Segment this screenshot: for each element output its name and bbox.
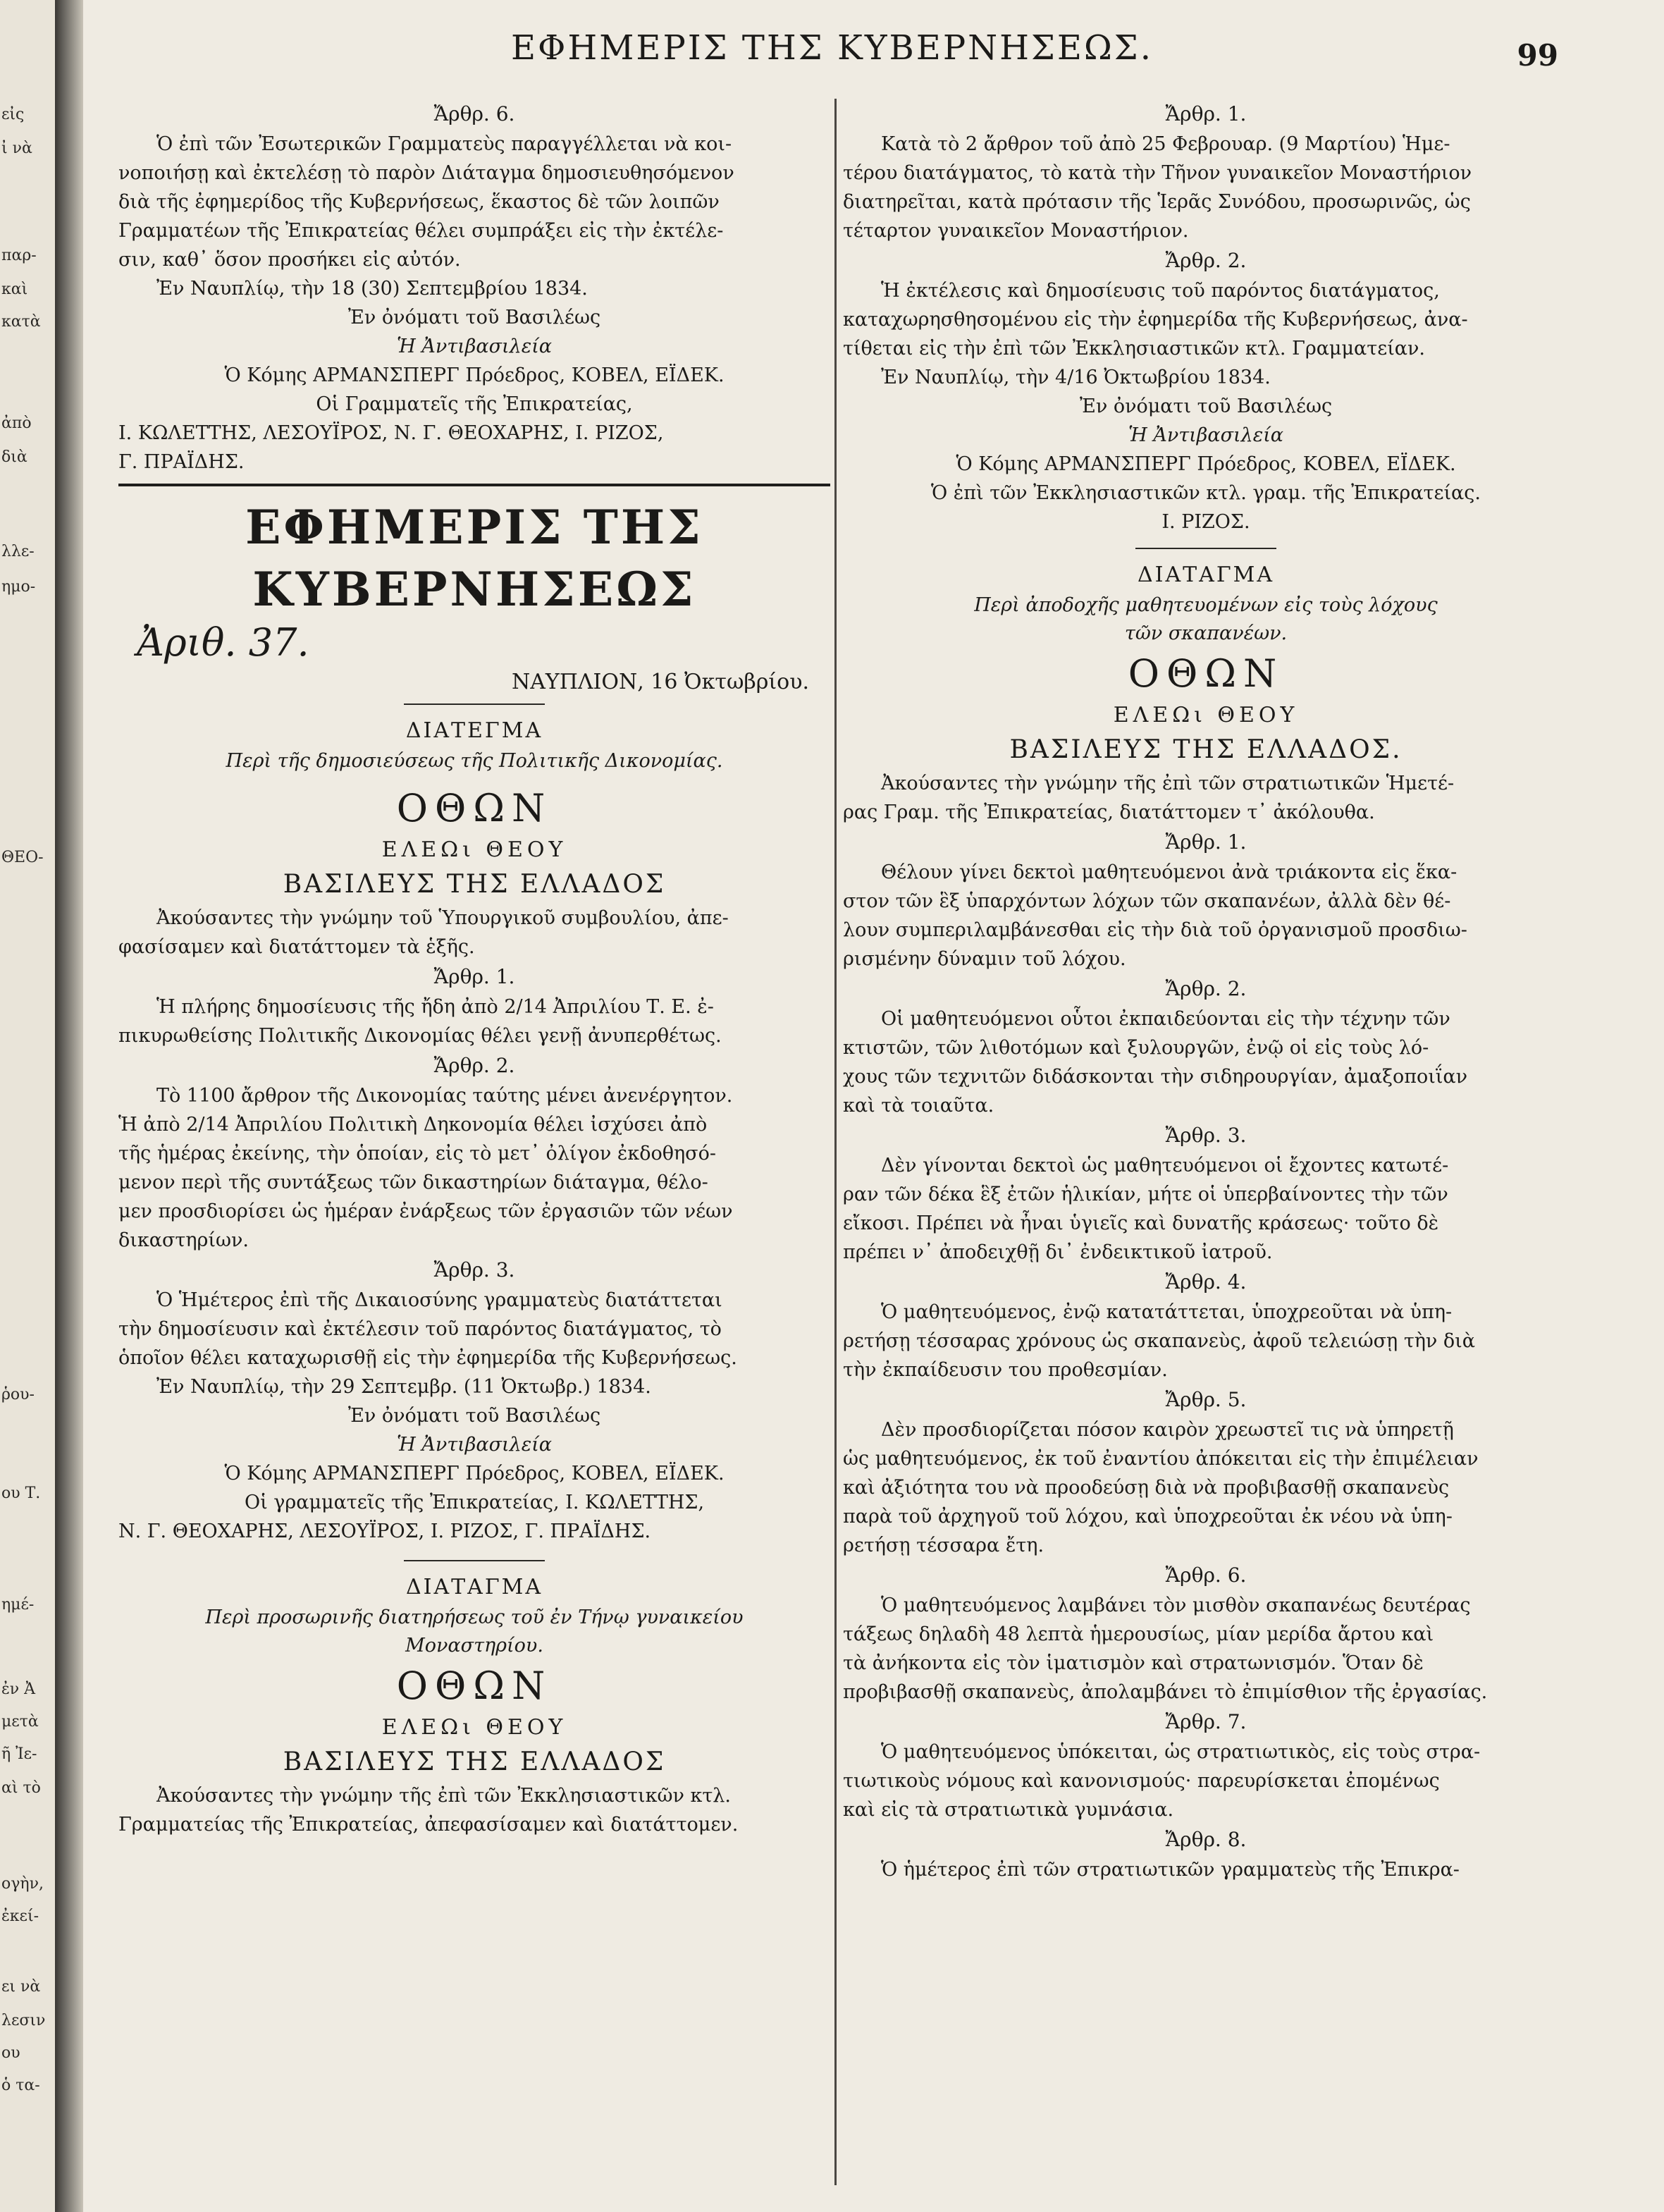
decree-subject: Περὶ τῆς δημοσιεύσεως τῆς Πολιτικῆς Δικονομίας.	[226, 750, 723, 772]
by-grace-of-god: ΕΛΕΩι ΘΕΟΥ	[1113, 703, 1299, 727]
text-line: ρετήσῃ τέσσαρας χρόνους ὡς σκαπανεὺς, ἀφοῦ τελειώσῃ τὴν διὰ	[843, 1330, 1475, 1352]
binding-fragment: ἐν Ἀ	[1, 1680, 36, 1698]
signature-line: Ι. ΚΩΛΕΤΤΗΣ, ΛΕΣΟΥΪΡΟΣ, Ν. Γ. ΘΕΟΧΑΡΗΣ, Ι. ΡΙΖΟΣ,	[118, 422, 664, 444]
article-heading: Ἄρθρ. 3.	[433, 1258, 515, 1282]
text-line: Δὲν γίνονται δεκτοὶ ὡς μαθητευόμενοι οἱ ἔχοντες κατωτέ-	[881, 1155, 1449, 1176]
text-line: Ὁ μαθητευόμενος λαμβάνει τὸν μισθὸν σκαπανέως δευτέρας	[881, 1595, 1471, 1616]
king-title: ΒΑΣΙΛΕΥΣ ΤΗΣ ΕΛΛΑΔΟΣ.	[1009, 735, 1403, 764]
left-column	[118, 99, 830, 1839]
text-line: Τὸ 1100 ἄρθρον τῆς Δικονομίας ταύτης μένει ἀνενέργητον.	[156, 1085, 733, 1107]
text-line: πρέπει ν᾽ ἀποδειχθῇ δι᾽ ἐνδεικτικοῦ ἰατροῦ.	[843, 1241, 1273, 1263]
text-line: καὶ τὰ τοιαῦτα.	[843, 1095, 994, 1117]
text-line: τάξεως δηλαδὴ 48 λεπτὰ ἡμερουσίως, μίαν μερίδα ἄρτου καὶ	[843, 1623, 1434, 1645]
text-line: Ὁ ἐπὶ τῶν Ἐσωτερικῶν Γραμματεὺς παραγγέλλεται νὰ κοι-	[156, 133, 732, 155]
article-heading: Ἄρθρ. 2.	[1165, 977, 1247, 1000]
signature-line: Ὁ Κόμης ΑΡΜΑΝΣΠΕΡΓ Πρόεδρος, ΚΟΒΕΛ, ΕΪΔΕΚ.	[224, 1463, 725, 1485]
article-heading: Ἄρθρ. 6.	[1165, 1563, 1247, 1587]
decree-label: ΔΙΑΤΑΓΜΑ	[1137, 563, 1275, 587]
decree-subject: τῶν σκαπανέων.	[1124, 622, 1288, 644]
regency-label: Ἡ Ἀντιβασιλεία	[396, 1434, 553, 1456]
text-line: ρας Γραμ. τῆς Ἐπικρατείας, διατάττομεν τ᾽ ἀκόλουθα.	[843, 801, 1375, 823]
article-heading: Ἄρθρ. 6.	[433, 102, 515, 125]
article-heading: Ἄρθρ. 8.	[1165, 1828, 1247, 1851]
decree-subject: Περὶ προσωρινῆς διατηρήσεως τοῦ ἐν Τήνῳ γυναικείου	[205, 1606, 744, 1628]
binding-fragment: ει νὰ	[1, 1978, 41, 1996]
signature-line: Γ. ΠΡΑΪΔΗΣ.	[118, 451, 245, 473]
text-line: Θέλουν γίνει δεκτοὶ μαθητευόμενοι ἀνὰ τριάκοντα εἰς ἕκα-	[881, 861, 1457, 883]
in-name-of-king: Ἐν ὀνόματι τοῦ Βασιλέως	[347, 307, 601, 328]
text-line: ὁποῖον θέλει καταχωρισθῇ εἰς τὴν ἐφημερίδα τῆς Κυβερνήσεως.	[118, 1347, 737, 1369]
signature-line: Οἱ γραμματεῖς τῆς Ἐπικρατείας, Ι. ΚΩΛΕΤΤΗΣ,	[244, 1492, 705, 1513]
text-line: Ὁ μαθητευόμενος ὑπόκειται, ὡς στρατιωτικὸς, εἰς τοὺς στρα-	[881, 1741, 1481, 1763]
article-heading: Ἄρθρ. 2.	[433, 1054, 515, 1077]
text-line: μεν προσδιορίσει ὡς ἡμέραν ἐνάρξεως τῶν ἐργασιῶν τῶν νέων	[118, 1200, 733, 1222]
binding-fragment: λεσιν	[1, 2012, 46, 2029]
binding-fragment: ημο-	[1, 578, 36, 596]
binding-fragment: παρ-	[1, 247, 37, 264]
binding-fragment: ῆ Ἰε-	[1, 1745, 37, 1763]
text-line: λουν συμπεριλαμβάνεσθαι εἰς τὴν διὰ τοῦ ὀργανισμοῦ προσδιω-	[843, 919, 1467, 941]
article-heading: Ἄρθρ. 3.	[1165, 1124, 1247, 1147]
text-line: Ἀκούσαντες τὴν γνώμην τῆς ἐπὶ τῶν Ἐκκλησιαστικῶν κτλ.	[156, 1785, 731, 1807]
king-name: ΟΘΩΝ	[396, 1664, 553, 1708]
binding-fragment: ὁ τα-	[1, 2077, 40, 2094]
text-line: παρὰ τοῦ ἀρχηγοῦ τοῦ λόχου, καὶ ὑποχρεοῦται ἐκ νέου νὰ ὑπη-	[843, 1506, 1453, 1528]
decree-date: Ἐν Ναυπλίῳ, τὴν 18 (30) Σεπτεμβρίου 1834.	[156, 278, 588, 300]
text-line: διατηρεῖται, κατὰ πρότασιν τῆς Ἱερᾶς Συνόδου, προσωρινῶς, ὡς	[843, 191, 1471, 213]
decree-subject: Περὶ ἀποδοχῆς μαθητευομένων εἰς τοὺς λόχους	[974, 594, 1438, 616]
text-line: διὰ τῆς ἐφημερίδος τῆς Κυβερνήσεως, ἕκαστος δὲ τῶν λοιπῶν	[118, 191, 720, 213]
text-line: Ὁ μαθητευόμενος, ἐνῷ κατατάττεται, ὑποχρεοῦται νὰ ὑπη-	[881, 1301, 1453, 1323]
text-line: Ἡ ἀπὸ 2/14 Ἀπριλίου Πολιτικὴ Δηκονομία θέλει ἰσχύσει ἀπὸ	[118, 1114, 708, 1136]
decree-label: ΔΙΑΤΑΓΜΑ	[405, 1575, 543, 1599]
text-line: τίθεται εἰς τὴν ἐπὶ τῶν Ἐκκλησιαστικῶν κτλ. Γραμματείαν.	[843, 338, 1426, 360]
binding-fragment: ου Τ.	[1, 1485, 41, 1502]
right-column	[843, 99, 1569, 1884]
text-line: τὰ ἀνήκοντα εἰς τὸν ἱματισμὸν καὶ στρατωνισμόν. Ὅταν δὲ	[843, 1652, 1424, 1674]
text-line: κτιστῶν, τῶν λιθοτόμων καὶ ξυλουργῶν, ἐνῷ οἱ εἰς τοὺς λό-	[843, 1037, 1429, 1059]
binding-fragment: λλε-	[1, 543, 35, 560]
text-line: Κατὰ τὸ 2 ἄρθρον τοῦ ἀπὸ 25 Φεβρουαρ. (9 Μαρτίου) Ἡμε-	[881, 133, 1450, 155]
page-number: 99	[1517, 38, 1558, 73]
king-name: ΟΘΩΝ	[1128, 651, 1284, 696]
king-title: ΒΑΣΙΛΕΥΣ ΤΗΣ ΕΛΛΑΔΟΣ	[283, 1747, 666, 1776]
binding-fragment: ἐκεί-	[1, 1907, 39, 1925]
text-line: Ἡ ἐκτέλεσις καὶ δημοσίευσις τοῦ παρόντος διατάγματος,	[881, 280, 1440, 302]
page-header-title: ΕΦΗΜΕΡΙΣ ΤΗΣ ΚΥΒΕΡΝΗΣΕΩΣ.	[511, 28, 1153, 68]
text-line: ρετήσῃ τέσσαρα ἔτη.	[843, 1535, 1044, 1556]
text-line: πικυρωθείσης Πολιτικῆς Δικονομίας θέλει γενῇ ἀνυπερθέτως.	[118, 1025, 722, 1047]
text-line: δικαστηρίων.	[118, 1229, 249, 1251]
binding-fragment: κατὰ	[1, 313, 41, 331]
issue-place-date: ΝΑΥΠΛΙΟΝ, 16 Ὀκτωβρίου.	[511, 670, 809, 694]
binding-fragment: ου	[1, 2044, 20, 2062]
regency-label: Ἡ Ἀντιβασιλεία	[1128, 424, 1284, 446]
binding-fragment: εἰς	[1, 106, 25, 123]
text-line: Οἱ μαθητευόμενοι οὗτοι ἐκπαιδεύονται εἰς τὴν τέχνην τῶν	[881, 1008, 1450, 1030]
text-line: Ἡ πλήρης δημοσίευσις τῆς ἤδη ἀπὸ 2/14 Ἀπριλίου Τ. Ε. ἐ-	[156, 996, 714, 1018]
text-line: μενον περὶ τῆς συντάξεως τῶν δικαστηρίων διάταγμα, θέλο-	[118, 1172, 708, 1193]
binding-fragment: ἰ νὰ	[1, 140, 32, 157]
regency-label: Ἡ Ἀντιβασιλεία	[396, 336, 553, 357]
newspaper-title: ΕΦΗΜΕΡΙΣ ΤΗΣ ΚΥΒΕΡΝΗΣΕΩΣ	[245, 500, 703, 617]
decree-date: Ἐν Ναυπλίῳ, τὴν 4/16 Ὀκτωβρίου 1834.	[881, 367, 1271, 388]
in-name-of-king: Ἐν ὀνόματι τοῦ Βασιλέως	[1079, 395, 1333, 417]
text-line: τέρου διατάγματος, τὸ κατὰ τὴν Τῆνον γυναικεῖον Μοναστήριον	[843, 162, 1472, 184]
signature-line: Ν. Γ. ΘΕΟΧΑΡΗΣ, ΛΕΣΟΥΪΡΟΣ, Ι. ΡΙΖΟΣ, Γ. ΠΡΑΪΔΗΣ.	[118, 1520, 651, 1542]
decree-date: Ἐν Ναυπλίῳ, τὴν 29 Σεπτεμβρ. (11 Ὀκτωβρ.) 1834.	[156, 1376, 651, 1398]
text-line: Ὁ ἡμέτερος ἐπὶ τῶν στρατιωτικῶν γραμματεὺς τῆς Ἐπικρα-	[881, 1859, 1460, 1881]
article-heading: Ἄρθρ. 4.	[1165, 1270, 1247, 1294]
signature-line: Ι. ΡΙΖΟΣ.	[1161, 511, 1250, 533]
text-line: Ἀκούσαντες τὴν γνώμην τῆς ἐπὶ τῶν στρατιωτικῶν Ἡμετέ-	[881, 773, 1455, 794]
article-heading: Ἄρθρ. 1.	[433, 965, 515, 988]
in-name-of-king: Ἐν ὀνόματι τοῦ Βασιλέως	[347, 1405, 601, 1427]
text-line: καὶ ἀξιότητα του νὰ προοδεύσῃ διὰ νὰ προβιβασθῇ σκαπανεὺς	[843, 1477, 1450, 1499]
text-line: τιωτικοὺς νόμους καὶ κανονισμούς· παρευρίσκεται ἐπομένως	[843, 1770, 1440, 1792]
article-heading: Ἄρθρ. 2.	[1165, 249, 1247, 272]
divider	[404, 703, 545, 705]
text-line: Ἀκούσαντες τὴν γνώμην τοῦ Ὑπουργικοῦ συμβουλίου, ἀπε-	[156, 907, 729, 929]
text-line: τῆς ἡμέρας ἐκείνης, τὴν ὁποίαν, εἰς τὸ μετ᾽ ὀλίγον ἐκδοθησό-	[118, 1143, 716, 1165]
text-line: σιν, καθ᾽ ὅσον προσήκει εἰς αὐτόν.	[118, 249, 461, 271]
by-grace-of-god: ΕΛΕΩι ΘΕΟΥ	[381, 1715, 567, 1740]
signature-line: Ὁ Κόμης ΑΡΜΑΝΣΠΕΡΓ Πρόεδρος, ΚΟΒΕΛ, ΕΪΔΕΚ.	[224, 364, 725, 386]
binding-fragment: αὶ τὸ	[1, 1779, 41, 1797]
section-rule	[118, 484, 830, 486]
binding-fragment: ἀπὸ	[1, 414, 32, 432]
text-line: προβιβασθῇ σκαπανεὺς, ἀπολαμβάνει τὸ ἐπιμίσθιον τῆς ἐργασίας.	[843, 1681, 1488, 1703]
text-line: χους τῶν τεχνιτῶν διδάσκονται τὴν σιδηρουργίαν, ἀμαξοποιΐαν	[843, 1066, 1468, 1088]
binding-fragment: ογὴν,	[1, 1875, 44, 1893]
text-line: ρισμένην δύναμιν τοῦ λόχου.	[843, 948, 1126, 970]
binding-shadow	[55, 0, 83, 2212]
binding-fragment: ΘΕΟ-	[1, 849, 44, 866]
binding-fragment: μετὰ	[1, 1713, 39, 1731]
binding-fragment: διὰ	[1, 448, 27, 466]
binding-fragment: καὶ	[1, 281, 28, 298]
signature-line: Ὁ ἐπὶ τῶν Ἐκκλησιαστικῶν κτλ. γραμ. τῆς Ἐπικρατείας.	[931, 482, 1481, 504]
text-line: φασίσαμεν καὶ διατάττομεν τὰ ἑξῆς.	[118, 936, 475, 958]
text-line: καὶ εἰς τὰ στρατιωτικὰ γυμνάσια.	[843, 1799, 1174, 1821]
text-line: τὴν ἐκπαίδευσιν του προθεσμίαν.	[843, 1359, 1168, 1381]
signature-line: Οἱ Γραμματεῖς τῆς Ἐπικρατείας,	[316, 393, 633, 415]
text-line: τὴν δημοσίευσιν καὶ ἐκτέλεσιν τοῦ παρόντος διατάγματος, τὸ	[118, 1318, 722, 1340]
by-grace-of-god: ΕΛΕΩι ΘΕΟΥ	[381, 837, 567, 862]
signature-line: Ὁ Κόμης ΑΡΜΑΝΣΠΕΡΓ Πρόεδρος, ΚΟΒΕΛ, ΕΪΔΕΚ.	[956, 453, 1456, 475]
text-line: νοποιήσῃ καὶ ἐκτελέσῃ τὸ παρὸν Διάταγμα δημοσιευθησόμενον	[118, 162, 734, 184]
article-heading: Ἄρθρ. 1.	[1165, 102, 1247, 125]
article-heading: Ἄρθρ. 5.	[1165, 1388, 1247, 1411]
king-name: ΟΘΩΝ	[396, 786, 553, 830]
text-line: στον τῶν ἓξ ὑπαρχόντων λόχων τῶν σκαπανέων, ἀλλὰ δὲν θέ-	[843, 890, 1451, 912]
column-divider	[834, 99, 837, 2185]
decree-label: ΔΙΑΤΕΓΜΑ	[405, 718, 543, 743]
text-line: ραν τῶν δέκα ἓξ ἐτῶν ἡλικίαν, μήτε οἱ ὑπερβαίνοντες τὴν τῶν	[843, 1184, 1448, 1205]
text-line: καταχωρησθησομένου εἰς τὴν ἐφημερίδα τῆς Κυβερνήσεως, ἀνα-	[843, 309, 1468, 331]
text-line: Δὲν προσδιορίζεται πόσον καιρὸν χρεωστεῖ τις νὰ ὑπηρετῇ	[881, 1419, 1454, 1441]
article-heading: Ἄρθρ. 7.	[1165, 1710, 1247, 1733]
text-line: εἴκοσι. Πρέπει νὰ ἦναι ὑγιεῖς καὶ δυνατῆς κράσεως· τοῦτο δὲ	[843, 1212, 1439, 1234]
divider	[1135, 548, 1276, 549]
issue-number: Ἀριθ. 37.	[137, 620, 309, 665]
text-line: τέταρτον γυναικεῖον Μοναστήριον.	[843, 220, 1189, 242]
king-title: ΒΑΣΙΛΕΥΣ ΤΗΣ ΕΛΛΑΔΟΣ	[283, 870, 666, 899]
decree-subject: Μοναστηρίου.	[405, 1635, 543, 1657]
divider	[404, 1560, 545, 1561]
text-line: Γραμματέων τῆς Ἐπικρατείας θέλει συμπράξει εἰς τὴν ἐκτέλε-	[118, 220, 724, 242]
text-line: Ὁ Ἡμέτερος ἐπὶ τῆς Δικαιοσύνης γραμματεὺς διατάττεται	[156, 1289, 722, 1311]
binding-fragment: ημέ-	[1, 1596, 35, 1614]
text-line: Γραμματείας τῆς Ἐπικρατείας, ἀπεφασίσαμεν καὶ διατάττομεν.	[118, 1814, 739, 1836]
binding-fragment: ῥου-	[1, 1386, 35, 1403]
article-heading: Ἄρθρ. 1.	[1165, 830, 1247, 854]
text-line: ὡς μαθητευόμενος, ἐκ τοῦ ἐναντίου ἀπόκειται εἰς τὴν ἐπιμέλειαν	[843, 1448, 1479, 1470]
